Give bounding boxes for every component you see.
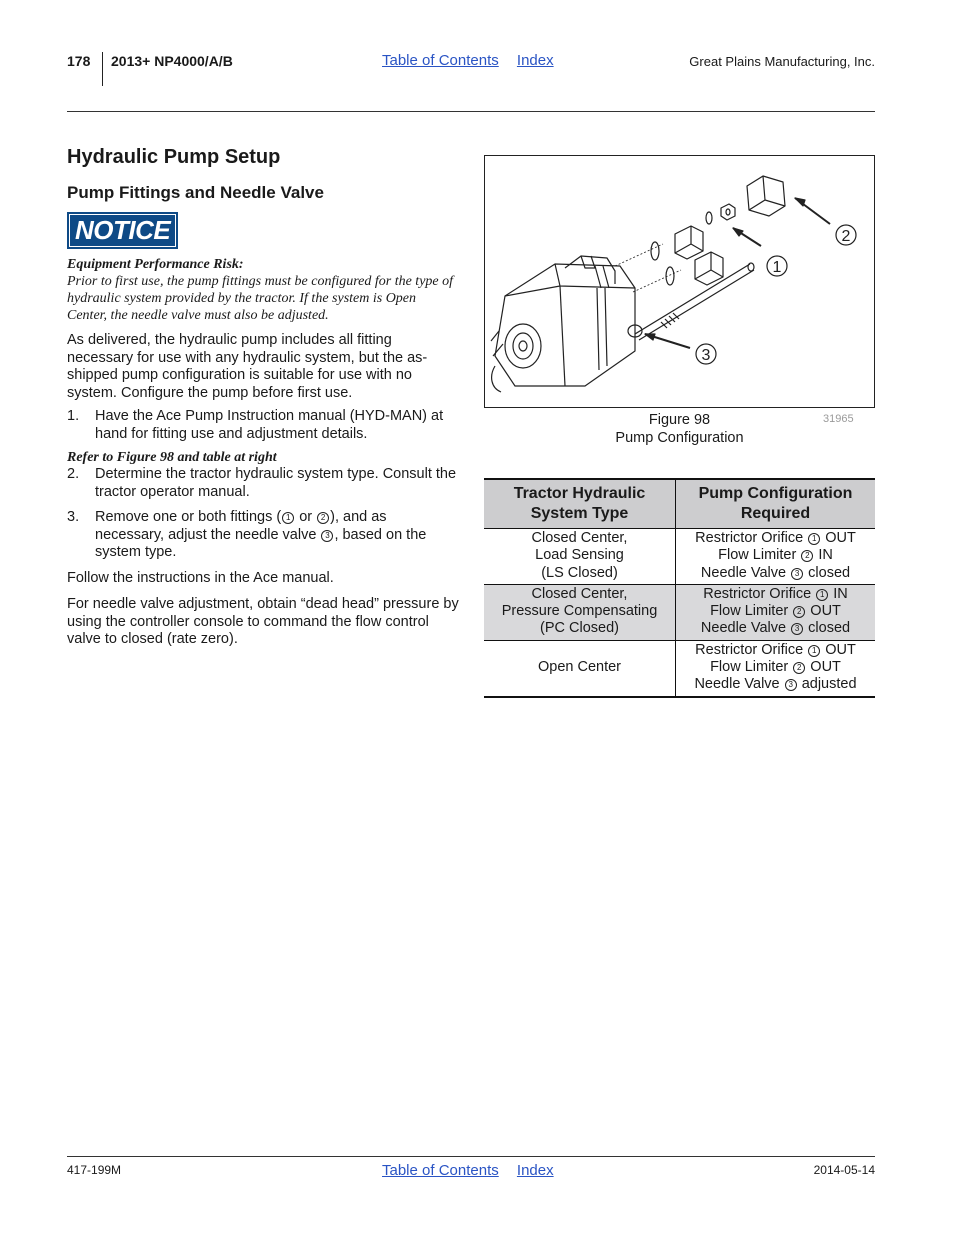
section-subtitle: Pump Fittings and Needle Valve [67,183,324,202]
table-header-configuration: Pump Configuration Required [676,479,876,529]
circled-number-3: 3 [791,623,803,635]
circled-number-2: 2 [801,550,813,562]
company-name: Great Plains Manufacturing, Inc. [689,54,875,69]
pump-illustration [485,156,874,407]
configuration-cell [676,584,876,640]
restrictor-label: Restrictor Orifice [695,641,804,658]
circled-number-3: 3 [321,530,333,542]
figure-code: 31965 [823,413,854,425]
step-text [95,509,459,562]
circled-number-2: 2 [793,606,805,618]
cell-line: Closed Center, [531,585,628,602]
step-number: 2. [67,466,80,482]
limiter-label: Flow Limiter [710,659,789,676]
table-row [484,529,875,585]
follow-paragraph: Follow the instructions in the Ace manual. [67,569,334,586]
cell-line: Closed Center, [531,530,628,546]
notice-label: NOTICE [70,215,175,246]
callout-2: 2 [841,228,851,245]
table-row [484,640,875,696]
restrictor-state: IN [833,585,848,602]
step-text: Have the Ace Pump Instruction manual (HYD-MAN) at hand for fitting use and adjustment details. [95,408,444,442]
publication-date: 2014-05-14 [813,1163,875,1177]
toc-link[interactable]: Table of Contents [382,52,499,69]
table-row [484,584,875,640]
limiter-label: Flow Limiter [710,603,789,620]
needle-label: Needle Valve [700,620,787,637]
circled-number-1: 1 [808,645,820,657]
needle-label: Needle Valve [700,564,787,581]
circled-number-2: 2 [793,662,805,674]
figure-number: Figure 98 [648,412,711,428]
pump-figure [484,155,875,408]
step-1 [67,408,459,443]
callout-3: 3 [701,347,711,364]
cell-line [680,642,871,659]
needle-state: closed [808,564,851,581]
cell-line: (LS Closed) [541,564,618,581]
step-text-part: ), and as necessary, adjust the needle valve [95,509,387,543]
risk-text: Prior to first use, the pump fittings must be configured for the type of hydraulic system provided by the tractor. If the system is Open Center, the needle valve must also be adjusted. [67,274,454,323]
system-type-cell [484,584,676,640]
limiter-label: Flow Limiter [718,547,797,564]
system-type-cell [484,529,676,585]
needle-paragraph: For needle valve adjustment, obtain “dead head” pressure by using the controller console to command the flow control valve to closed (rate zero). [67,596,459,647]
cell-line [680,659,871,676]
cell-line: Load Sensing [535,547,624,564]
cell-line [680,676,871,693]
index-link[interactable]: Index [516,52,554,69]
cell-line: Open Center [537,659,622,676]
configuration-cell [676,640,876,696]
cell-line [680,547,871,564]
configuration-table [484,478,875,698]
document-number: 417-199M [67,1163,122,1177]
figure-reference: Refer to Figure 98 and table at right [67,450,277,465]
step-text-part: Remove one or both fittings ( [95,509,282,525]
step-text: Determine the tractor hydraulic system type. Consult the tractor operator manual. [95,466,457,500]
step-text-part: or [295,509,317,525]
cell-line: Pressure Compensating [501,603,658,620]
header-separator [102,52,103,86]
configuration-cell [676,529,876,585]
restrictor-label: Restrictor Orifice [695,530,804,546]
risk-title: Equipment Performance Risk: [67,257,244,272]
restrictor-state: OUT [825,530,856,546]
needle-state: closed [808,620,851,637]
step-3 [67,509,459,562]
cell-line [680,530,871,547]
footer-nav [382,1162,554,1179]
needle-state: adjusted [801,676,857,693]
figure-title: Pump Configuration [615,429,744,446]
figure-caption [484,412,875,447]
step-number: 3. [67,509,80,525]
circled-number-1: 1 [808,533,820,545]
cell-line [680,565,871,582]
cell-line [680,620,871,637]
limiter-state: OUT [810,659,841,676]
left-column [67,146,459,655]
circled-number-2: 2 [317,512,329,524]
cell-line [680,586,871,603]
circled-number-1: 1 [282,512,294,524]
footer-divider [67,1156,875,1157]
header-divider [67,111,875,112]
cell-line [680,603,871,620]
toc-link[interactable]: Table of Contents [382,1162,499,1179]
circled-number-3: 3 [785,679,797,691]
limiter-state: OUT [810,603,841,620]
model-name: 2013+ NP4000/A/B [111,53,233,69]
step-2 [67,466,459,501]
page-number: 178 [67,53,91,69]
limiter-state: IN [818,547,833,564]
cell-line: (PC Closed) [540,620,619,637]
restrictor-state: OUT [825,641,856,658]
restrictor-label: Restrictor Orifice [703,585,812,602]
step-number: 1. [67,408,80,424]
step-text-part: , based on the system type. [95,526,427,560]
header-nav [382,52,554,69]
circled-number-1: 1 [816,589,828,601]
index-link[interactable]: Index [516,1162,554,1179]
system-type-cell [484,640,676,696]
needle-label: Needle Valve [694,676,780,693]
circled-number-3: 3 [791,568,803,580]
notice-badge [67,212,178,249]
section-title: Hydraulic Pump Setup [67,146,281,168]
callout-1: 1 [772,259,782,276]
table-header-row [484,479,875,529]
intro-paragraph: As delivered, the hydraulic pump includes all fitting necessary for use with any hydraulic system, but the as-shipped pump configuration is suitable for use with no system. Configure the pump before first use. [67,332,428,401]
table-header-system-type: Tractor Hydraulic System Type [484,479,676,529]
